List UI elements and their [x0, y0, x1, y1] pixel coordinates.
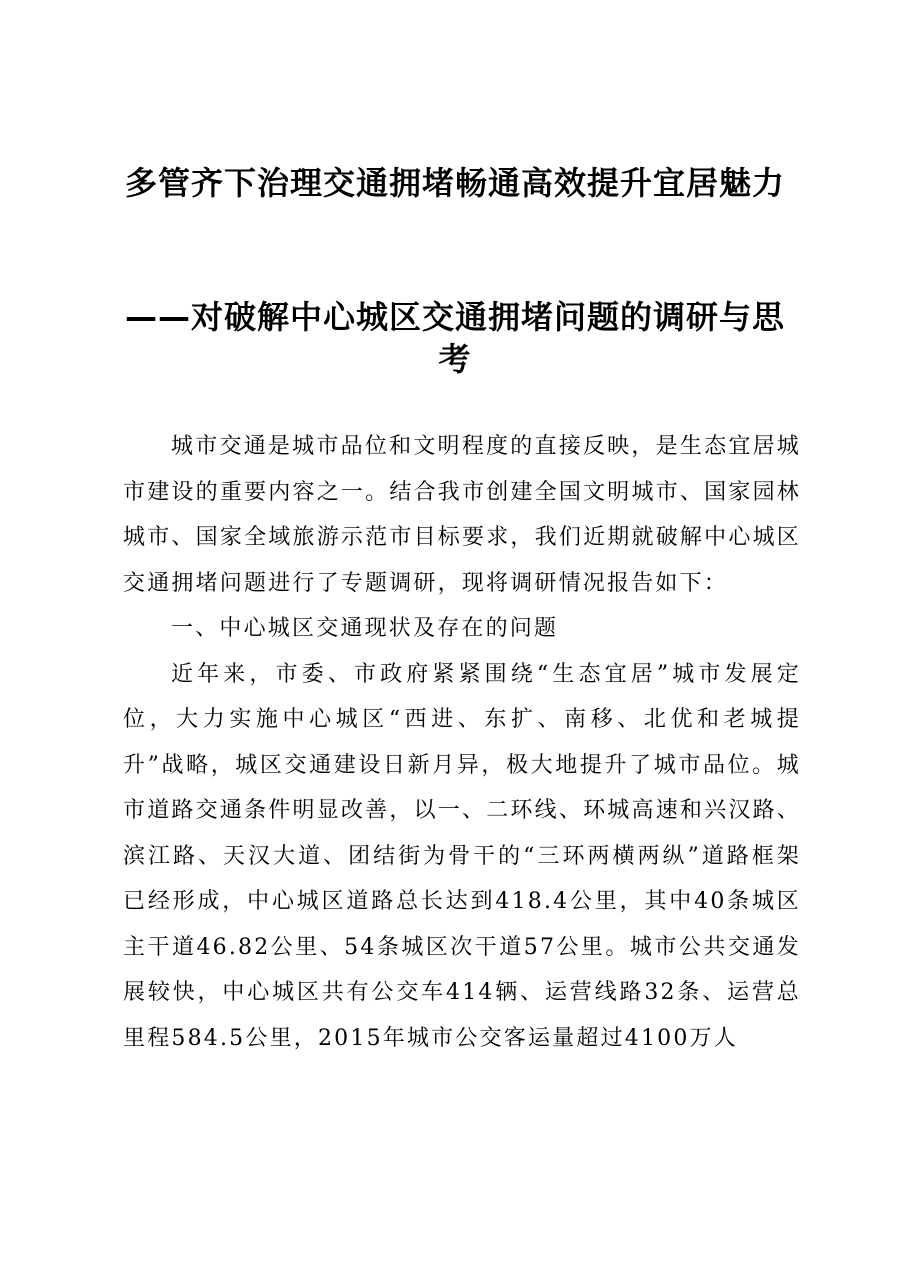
document-title: 多管齐下治理交通拥堵畅通高效提升宜居魅力 — [124, 164, 785, 202]
intro-paragraph: 城市交通是城市品位和文明程度的直接反映，是生态宜居城市建设的重要内容之一。结合我市创建全国文明城市、国家园林城市、国家全域旅游示范市目标要求，我们近期就破解中心城区交通拥堵问题进行了专题调研，现将调研情况报告如下： — [123, 434, 801, 596]
body-paragraph: 近年来，市委、市政府紧紧围绕“生态宜居”城市发展定位，大力实施中心城区“西进、东扩、南移、北优和老城提升”战略，城区交通建设日新月异，极大地提升了城市品位。城市道路交通条件明显改善，以一、二环线、环城高速和兴汉路、滨江路、天汉大道、团结街为骨干的“三环两横两纵”道路框架已经形成，中心城区道路总长达到418.4公里，其中40条城区主干道46.82公里、54条城区次干道57公里。城市公共交通发展较快，中心城区共有公交车414辆、运营线路32条、运营总里程584.5公里，2015年城市公交客运量超过4100万人 — [123, 661, 801, 1051]
document-body — [123, 424, 801, 1061]
section-heading: 一、中心城区交通现状及存在的问题 — [171, 616, 559, 641]
document-subtitle: ——对破解中心城区交通拥堵问题的调研与思考 — [124, 298, 785, 378]
